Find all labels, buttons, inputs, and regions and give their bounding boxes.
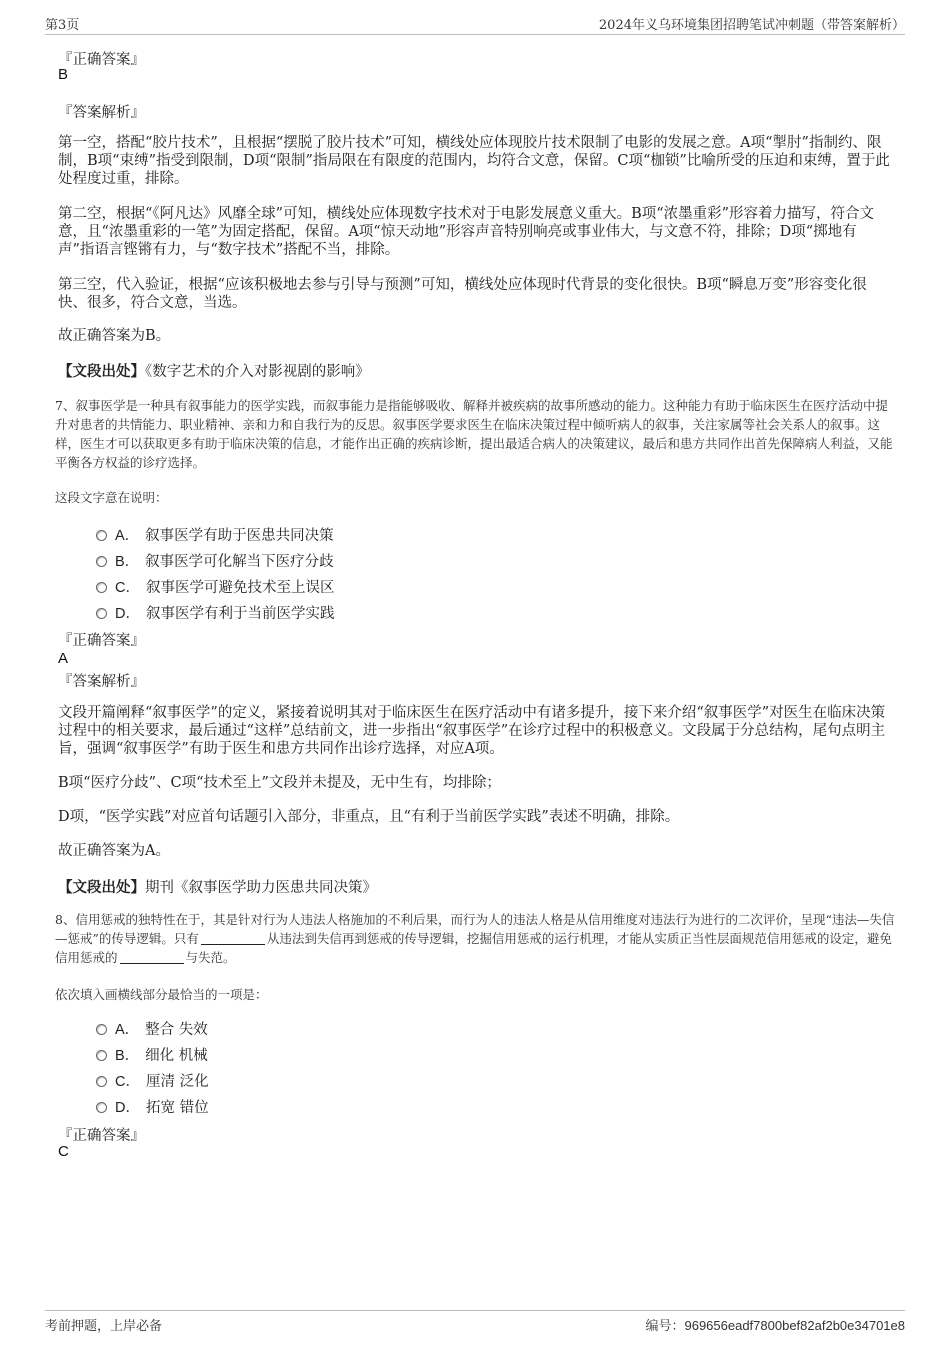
q8-stem: 8、信用惩戒的独特性在于，其是针对行为人违法人格施加的不利后果，而行为人的违法人格是从信用维度对违法行为进行的二次评价，呈现“违法—失信—惩戒”的传导逻辑。只有 从违法到失信再到惩戒的传导逻辑，挖掘信用惩戒的运行机理，才能从实质正当性层面规范信用惩戒的设定，避免信用惩戒的 与失范。 [55, 912, 895, 965]
q8-question: 依次填入画横线部分最恰当的一项是： [55, 987, 268, 1002]
page-header [45, 12, 905, 35]
q7-option-b[interactable]: B． 叙事医学可化解当下医疗分歧 [96, 550, 334, 570]
q6-source-label: 【文段出处】 [58, 363, 145, 380]
q6-analysis-paragraph: 第二空，根据“《阿凡达》风靡全球”可知，横线处应体现数字技术对于电影发展意义重大。B项“浓墨重彩”形容着力描写，符合文意，且“浓墨重彩的一笔”为固定搭配，保留。A项“惊天动地”形容声音特别响亮或事业伟大，与文意不符，排除；D项“掷地有声”指语言铿锵有力，与“数字技术”搭配不当，排除。 [58, 206, 875, 258]
q7-answer-label: 『正确答案』 [58, 633, 145, 649]
radio-button-icon[interactable] [96, 582, 107, 593]
q8-option-b[interactable]: B． 细化 机械 [96, 1044, 208, 1064]
document-code: 编号：969656eadf7800bef82af2b0e34701e8 [645, 1318, 905, 1334]
q7-source [58, 876, 377, 897]
q7-option-d[interactable]: D． 叙事医学有利于当前医学实践 [96, 602, 334, 622]
document-title: 2024年义乌环境集团招聘笔试冲刺题（带答案解析） [598, 18, 905, 33]
radio-button-icon[interactable] [96, 1024, 107, 1035]
q6-answer-label: 『正确答案』 [58, 52, 145, 68]
q7-analysis-conclusion: 故正确答案为A。 [58, 843, 170, 859]
page-footer [45, 1310, 905, 1335]
q8-option-d[interactable]: D． 拓宽 错位 [96, 1096, 209, 1116]
q8-option-a[interactable]: A． 整合 失效 [96, 1018, 208, 1038]
q7-option-a[interactable]: A． 叙事医学有助于医患共同决策 [96, 524, 334, 544]
q7-answer: A [58, 650, 69, 667]
q7-source-label: 【文段出处】 [58, 879, 145, 896]
q7-option-c[interactable]: C． 叙事医学可避免技术至上误区 [96, 576, 334, 596]
radio-button-icon[interactable] [96, 530, 107, 541]
q6-answer: B [58, 66, 69, 83]
q8-answer: C [58, 1143, 69, 1160]
q8-answer-label: 『正确答案』 [58, 1128, 145, 1144]
q8-option-c[interactable]: C． 厘清 泛化 [96, 1070, 209, 1090]
q7-question: 这段文字意在说明： [55, 490, 168, 505]
q6-analysis-paragraph: 第一空，搭配“胶片技术”，且根据“摆脱了胶片技术”可知，横线处应体现胶片技术限制了电影的发展之意。A项“掣肘”指制约、限制，B项“束缚”指受到限制，D项“限制”指局限在有限度的范围内，均符合文意，保留。C项“枷锁”比喻所受的压迫和束缚，置于此处程度过重，排除。 [58, 135, 890, 187]
q6-analysis-paragraph: 第三空，代入验证，根据“应该积极地去参与引导与预测”可知，横线处应体现时代背景的变化很快。B项“瞬息万变”形容变化很快、很多，符合文意，当选。 [58, 277, 867, 311]
radio-button-icon[interactable] [96, 1050, 107, 1061]
fill-blank-2 [120, 951, 184, 964]
radio-button-icon[interactable] [96, 608, 107, 619]
radio-button-icon[interactable] [96, 556, 107, 567]
q7-analysis-paragraph: D项，“医学实践”对应首句话题引入部分，非重点，且“有利于当前医学实践”表述不明确，排除。 [58, 809, 680, 825]
q7-analysis-paragraph: B项“医疗分歧”、C项“技术至上”文段并未提及，无中生有，均排除； [58, 775, 501, 791]
footer-slogan: 考前押题，上岸必备 [45, 1319, 163, 1334]
q6-source-title: 《数字艺术的介入对影视剧的影响》 [145, 364, 370, 380]
page-number: 第3页 [45, 18, 80, 33]
q6-source [58, 360, 370, 381]
q7-analysis-paragraph: 文段开篇阐释“叙事医学”的定义，紧接着说明其对于临床医生在医疗活动中有诸多提升，接下来介绍“叙事医学”对医生在临床决策过程中的相关要求，最后通过“这样”总结前文，进一步指出“叙事医学”在诊疗过程中的积极意义。文段属于分总结构，尾句点明主旨，强调“叙事医学”有助于医生和患方共同作出诊疗选择，对应A项。 [58, 705, 886, 757]
q7-stem: 7、叙事医学是一种具有叙事能力的医学实践，而叙事能力是指能够吸收、解释并被疾病的故事所感动的能力。这种能力有助于临床医生在医疗活动中提升对患者的共情能力、职业精神、亲和力和自我行为的反思。叙事医学要求医生在临床决策过程中倾听病人的叙事，关注家属等社会关系人的叙事。这样，医生才可以获取更多有助于临床决策的信息，才能作出正确的疾病诊断，提出最适合病人的决策建议，最后和患方共同作出首先保障病人利益，又能平衡各方权益的诊疗选择。 [55, 398, 893, 470]
q7-analysis-label: 『答案解析』 [58, 674, 145, 690]
fill-blank-1 [201, 932, 265, 945]
q6-analysis-conclusion: 故正确答案为B。 [58, 328, 171, 344]
radio-button-icon[interactable] [96, 1102, 107, 1113]
q7-source-title: 期刊《叙事医学助力医患共同决策》 [145, 880, 377, 896]
radio-button-icon[interactable] [96, 1076, 107, 1087]
q6-analysis-label: 『答案解析』 [58, 105, 145, 121]
